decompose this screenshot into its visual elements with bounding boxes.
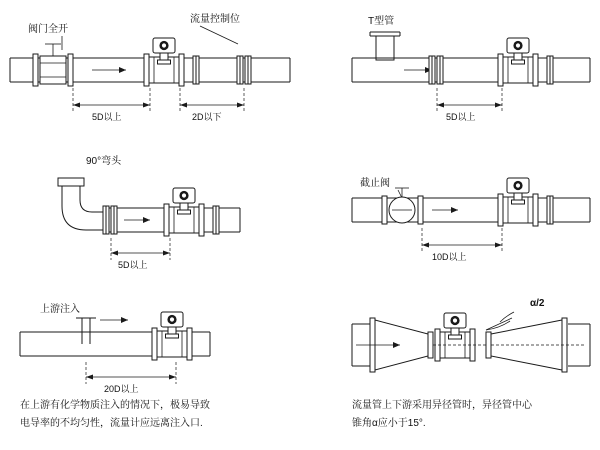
flange-upstream-3b [111,206,117,234]
flow-arrow-icon-3 [124,217,150,223]
flange-control-point [237,56,243,84]
dimension-label-20d: 20D以上 [104,384,139,394]
flange-downstream-3 [213,206,219,234]
flange-upstream-2b [437,56,443,84]
dimension-label-5d-2: 5D以上 [446,112,476,122]
panel-label-valve: 阀门全开 [28,24,68,35]
flange-downstream-2 [547,56,553,84]
stop-valve-symbol [382,188,423,224]
dimension-label-10d: 10D以上 [432,252,467,262]
dimension-label-5d-3: 5D以上 [118,260,148,270]
panel-annotation-control-point: 流量控制位 [190,14,240,25]
t-branch [370,32,400,60]
flange-upstream-3 [103,206,109,234]
flow-arrow-icon-4 [432,207,458,213]
dimension-2d [180,88,244,122]
caption-left-line-2: 电导率的不均匀性，流量计应远离注入口. [20,418,203,429]
flow-arrow-icon-2 [404,67,432,73]
panel-label-injection: 上游注入 [40,304,80,315]
caption-left [20,398,210,429]
panel-elbow-90 [58,154,240,270]
flange-downstream-4 [547,196,553,224]
panel-stop-valve [352,176,590,262]
pipeline-run-2 [352,58,590,82]
gate-valve-symbol [33,44,73,86]
flange-control-point-2 [245,56,251,84]
caption-right [352,398,533,429]
elbow-vertical-leg [58,178,104,230]
dimension-5d-2 [437,88,502,122]
dimension-5d-3 [111,238,170,270]
dimension-20d [86,362,176,394]
flange-downstream [193,56,199,84]
caption-right-line-1: 流量管上下游采用异径管时，异径管中心 [352,400,532,411]
flow-arrow-icon [92,67,126,73]
panel-upstream-injection [20,302,210,394]
dimension-label-5d: 5D以上 [92,112,122,122]
angle-arm-line [486,318,512,330]
panel-reducer [352,298,590,372]
dimension-5d [73,88,150,122]
injection-branch [76,318,96,344]
panel-label-elbow: 90°弯头 [86,156,122,167]
caption-left-line-1: 在上游有化学物质注入的情况下，极易导致 [20,400,210,411]
panel-label-t-pipe: T型管 [368,16,395,27]
annotation-leader-line [200,26,238,44]
angle-label: α/2 [530,298,545,309]
dimension-label-2d: 2D以下 [192,112,222,122]
panel-label-stop-valve: 截止阀 [360,178,390,189]
caption-right-line-2: 锥角α应小于15°. [352,418,426,429]
flow-arrow-icon-5 [100,317,128,323]
panel-t-pipe [352,14,590,122]
pipeline-run-4 [352,198,590,222]
panel-valve-full-open [10,12,290,122]
flange-upstream-2 [429,56,435,84]
dimension-10d [422,228,502,262]
